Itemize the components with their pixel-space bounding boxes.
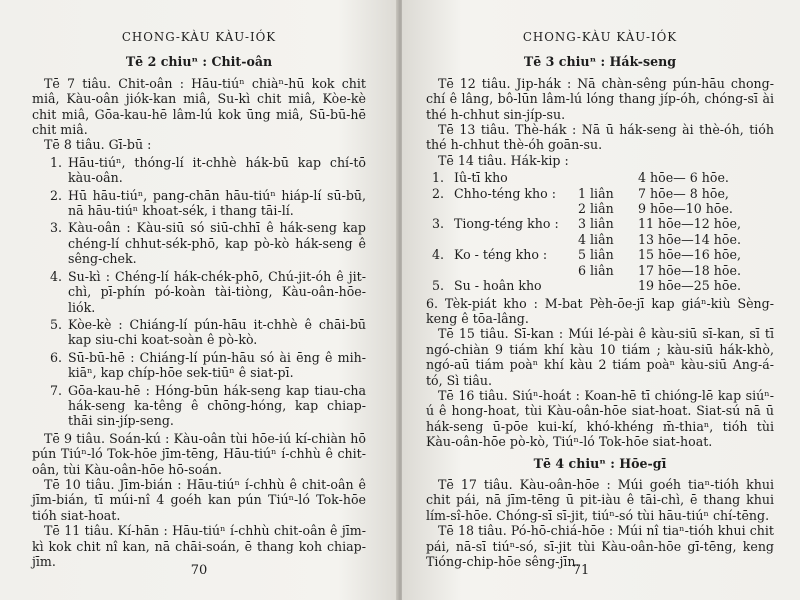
chapter-heading-2: Tē 2 chiuⁿ : Chit-oân	[125, 54, 273, 70]
duty-item	[32, 350, 366, 381]
grade-range: 17 hōe—18 hōe.	[638, 262, 741, 278]
article-17: Tē 17 tiâu. Kàu-oân-hōe : Múi goéh tiaⁿ-tióh khui chit pái, nā jīm-tēng ū pit-iàu ê tāi-chì, ē thang khui lím-sî-hōe. Chóng-sī sī-jit, tiúⁿ-só tùi hāu-tiúⁿ chí-tēng.	[426, 476, 774, 523]
running-header-left: CHONG-KÀU KÀU-IÓK	[121, 30, 277, 44]
grade-row	[432, 278, 774, 293]
article-10: Tē 10 tiâu. Jīm-bián : Hāu-tiúⁿ í-chhù ê chit-oân ê jīm-bián, tī múi-nî 4 goéh kan pún Tiúⁿ-ló Tok-hōe tióh siat-hoat.	[32, 476, 366, 523]
grade-row	[432, 263, 774, 278]
duty-item	[32, 269, 366, 315]
article-12: Tē 12 tiâu. Jip-hák : Nā chàn-sêng pún-hāu chong-chí ê lâng, bô-lūn lâm-lú lóng thang jíp-óh, chóng-sī ài thé h-chhut sin-jíp-su.	[426, 75, 774, 122]
grade-range: 13 hōe—14 hōe.	[638, 231, 741, 247]
grade-table	[432, 170, 774, 293]
item-number: 5.	[49, 316, 62, 332]
grade-row	[432, 247, 774, 262]
item-text: Sū-bū-hē : Chiáng-lí pún-hāu só ài ēng ê mih-kiāⁿ, kap chíp-hōe sek-tiūⁿ ê siat-pī.	[68, 349, 366, 381]
article-14: Tē 14 tiâu. Hák-kip :	[438, 152, 569, 168]
article-7: Tē 7 tiâu. Chit-oân : Hāu-tiúⁿ chiàⁿ-hū kok chit miâ, Kàu-oân jiók-kan miâ, Su-kì chit miâ, Kòe-kè chit miâ, Gōa-kau-hē lâm-lú kok ūng miâ, Sū-bū-hē chit miâ.	[32, 75, 366, 138]
grade-number: 4.	[432, 247, 445, 263]
grade-name	[454, 263, 578, 278]
grade-number	[432, 263, 454, 278]
grade-range: 4 hōe— 6 hōe.	[638, 170, 729, 186]
grade-row	[432, 186, 774, 201]
grade-year: 3 liân	[578, 216, 614, 232]
grade-year	[578, 170, 638, 185]
grade-number: 3.	[432, 216, 445, 232]
grade-row	[432, 216, 774, 231]
grade-number: 5.	[432, 278, 445, 294]
grade-year: 4 liân	[578, 231, 614, 247]
item-number: 2.	[49, 187, 62, 203]
item-text: Kòe-kè : Chiáng-lí pún-hāu it-chhè ê chāi-bū kap siu-chi koat-soàn ê pò-kò.	[68, 316, 366, 348]
grade-item-6: 6. Tèk-piát kho : M-bat Pèh-ōe-jī kap giáⁿ-kiù Sèng-keng ê tōa-lâng.	[426, 295, 774, 326]
duty-item	[32, 220, 366, 266]
left-page-content	[32, 30, 366, 569]
right-page-content	[426, 30, 774, 569]
article-8: Tē 8 tiâu. Gī-bū :	[44, 137, 152, 153]
grade-year	[578, 278, 638, 293]
chapter-heading-3: Tē 3 chiuⁿ : Hák-seng	[523, 54, 677, 70]
article-13: Tē 13 tiâu. Thè-hák : Nā ū hák-seng ài thè-óh, tióh thé h-chhut thè-óh goān-su.	[426, 122, 774, 153]
duty-item	[32, 317, 366, 348]
grade-row	[432, 170, 774, 185]
item-number: 3.	[49, 220, 62, 236]
page-number-right: 71	[572, 563, 590, 578]
grade-range: 19 hōe—25 hōe.	[638, 278, 741, 294]
grade-number: 1.	[432, 170, 445, 186]
grade-range: 7 hōe— 8 hōe,	[638, 185, 729, 201]
grade-row	[432, 232, 774, 247]
chapter-heading-4: Tē 4 chiuⁿ : Hōe-gī	[533, 455, 667, 471]
grade-range: 11 hōe—12 hōe,	[638, 216, 741, 232]
duty-item	[32, 188, 366, 219]
article-11: Tē 11 tiâu. Kí-hān : Hāu-tiúⁿ í-chhù chit-oân ê jīm-kì kok chit nî kan, nā chāi-soán, ē thang koh chiap-jīm.	[32, 523, 366, 569]
item-text: Gōa-kau-hē : Hóng-būn hák-seng kap tiau-cha hák-seng ka-têng ê chōng-hóng, kap chiap-thāi sin-jíp-seng.	[68, 382, 366, 429]
grade-number	[432, 201, 454, 216]
grade-name: Ko - téng kho :	[454, 247, 548, 263]
grade-name	[454, 201, 578, 216]
grade-name: Su - hoân kho	[454, 278, 542, 294]
grade-range: 15 hōe—16 hōe,	[638, 247, 741, 263]
grade-year: 2 liân	[578, 201, 614, 217]
item-text: Kàu-oân : Kàu-siū só siū-chhī ê hák-seng kap chéng-lí chhut-sék-phō, kap pò-kò hák-seng ê sêng-chek.	[68, 220, 366, 267]
item-number: 6.	[49, 349, 62, 365]
running-header-right: CHONG-KÀU KÀU-IÓK	[522, 30, 678, 44]
grade-name	[454, 232, 578, 247]
article-15: Tē 15 tiâu. Sī-kan : Múi lé-pài ê kàu-siū sī-kan, sī tī ngó-chiàn 9 tiám khí kàu 10 tiám ; kàu-siū hák-khò, ngó-aū tiám poàⁿ khí kàu 2 tiám poàⁿ kàu-siū Ang-á-tó, Sì tiâu.	[426, 326, 774, 388]
page-number-left: 70	[190, 563, 208, 578]
grade-name: Chho-téng kho :	[454, 185, 556, 201]
right-page	[402, 0, 800, 600]
article-9: Tē 9 tiâu. Soán-kú : Kàu-oân tùi hōe-iú kí-chiàn hō pún Tiúⁿ-ló Tok-hōe jīm-tēng, Hāu-tiúⁿ í-chhù ê chit-oân, tùi Kàu-oân-hōe hō-soán.	[32, 430, 366, 477]
duty-item	[32, 155, 366, 186]
grade-name: Iû-tī kho	[454, 170, 508, 186]
grade-range: 9 hōe—10 hōe.	[638, 201, 733, 217]
grade-year: 6 liân	[578, 262, 614, 278]
item-text: Hāu-tiúⁿ, thóng-lí it-chhè hák-bū kap chí-tō kàu-oân.	[68, 154, 366, 186]
item-text: Su-kì : Chéng-lí hák-chék-phō, Chú-jit-óh ê jit-chì, pī-phín pó-koàn tài-tiòng, Kàu-oân-hōe-liók.	[68, 268, 366, 315]
left-page	[0, 0, 398, 600]
article-18: Tē 18 tiâu. Pó-hō-chiá-hōe : Múi nî tiaⁿ-tióh khui chit pái, nā-sī tiúⁿ-só, sī-jit tùi Kàu-oân-hōe gī-tēng, keng Tióng-chip-hōe sêng-jīn.	[426, 523, 774, 569]
grade-year: 5 liân	[578, 247, 614, 263]
item-number: 4.	[49, 268, 62, 284]
item-number: 1.	[49, 154, 62, 170]
article-16: Tē 16 tiâu. Siúⁿ-hoát : Koan-hē tī chióng-lē kap siúⁿ-ú ê hong-hoat, tùi Kàu-oân-hōe siat-hoat. Siat-sú nā ū hák-seng ū-pōe kui-kí, khó-khéng m̄-thiaⁿ, tióh tùi Kàu-oân-hōe pò-kò, Tiúⁿ-ló Tok-hōe siat-hoat.	[426, 387, 774, 450]
grade-year: 1 liân	[578, 185, 614, 201]
grade-row	[432, 201, 774, 216]
item-number: 7.	[49, 382, 62, 398]
grade-number	[432, 232, 454, 247]
grade-number: 2.	[432, 185, 445, 201]
item-text: Hū hāu-tiúⁿ, pang-chān hāu-tiúⁿ hiáp-lí sū-bū, nā hāu-tiúⁿ khoat-sék, i thang tāi-lí.	[68, 187, 366, 219]
grade-name: Tiong-téng kho :	[454, 216, 559, 232]
duty-item	[32, 383, 366, 429]
